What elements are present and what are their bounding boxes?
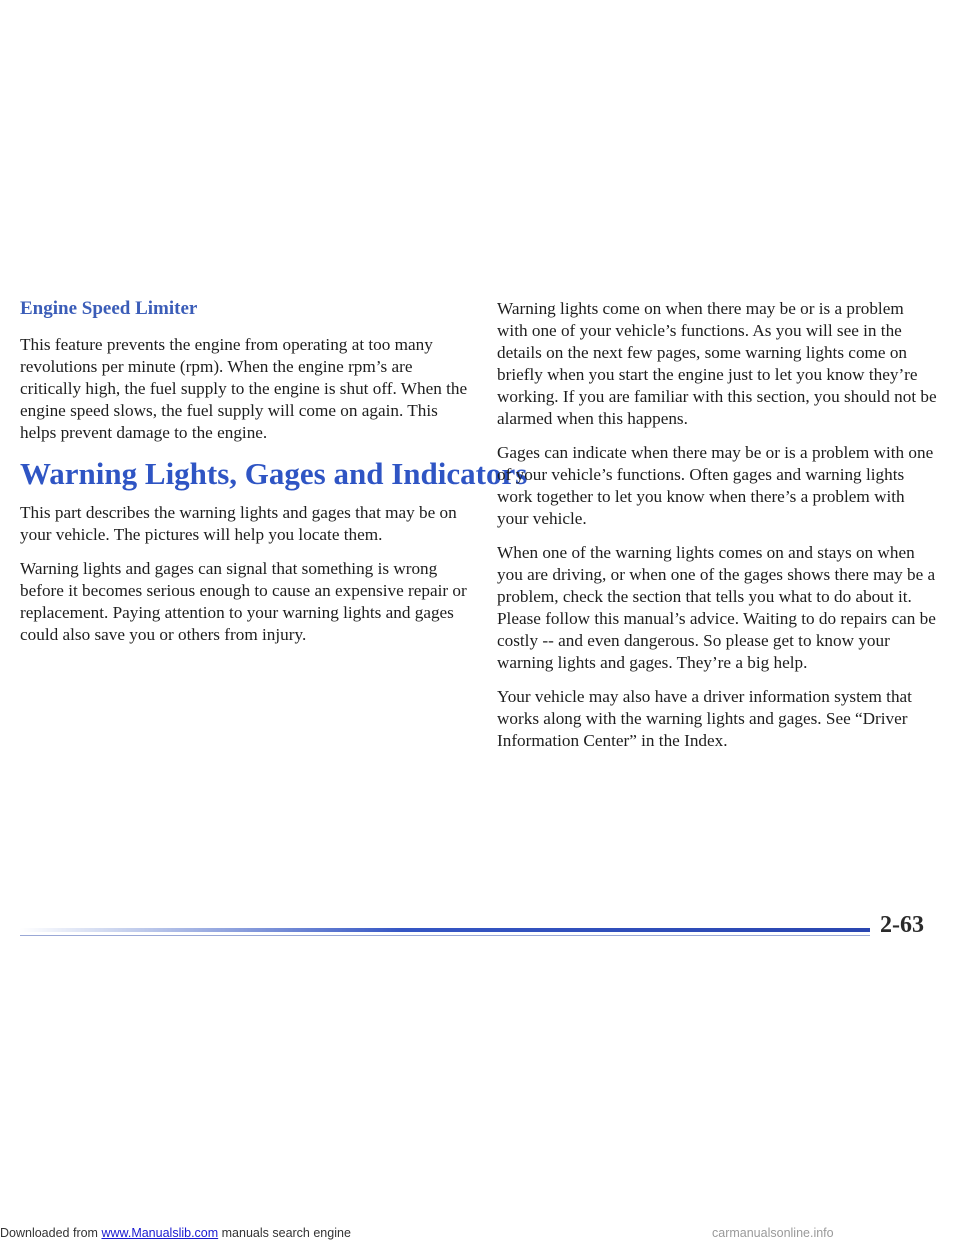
footer-prefix: Downloaded from — [0, 1226, 102, 1240]
paragraph: Warning lights come on when there may be or is a problem with one of your vehicle’s functions. As you will see in the details on the next few pages, some warning lights come on briefly when you start the engine just to let you know they’re working. If you are familiar with this section, you should not be alarmed when this happens. — [497, 299, 937, 428]
left-column — [20, 298, 528, 658]
paragraph: When one of the warning lights comes on and stays on when you are driving, or when one of the gages shows there may be a problem, check the section that tells you what to do about it. Please follow this manual’s advice. Waiting to do repairs can be costly -- and even dangerous. So please get to know your warning lights and gages. They’re a big help. — [497, 543, 936, 672]
manualslib-link[interactable]: www.Manualslib.com — [101, 1226, 219, 1240]
section-subheading: Engine Speed Limiter — [20, 298, 198, 319]
paragraph: Gages can indicate when there may be or is a problem with one of your vehicle’s functions. Often gages and warning lights work together to let you know when there’s a problem with your vehicle. — [497, 443, 934, 528]
download-footer — [0, 1226, 960, 1240]
watermark-text: carmanualsonline.info — [712, 1226, 834, 1240]
page-rule — [20, 928, 870, 932]
paragraph: Warning lights and gages can signal that something is wrong before it becomes serious enough to cause an expensive repair or replacement. Paying attention to your warning lights and gages could also save you or others from injury. — [20, 559, 467, 644]
paragraph: This part describes the warning lights and gages that may be on your vehicle. The pictures will help you locate them. — [20, 503, 457, 544]
page-rule-thin — [20, 935, 870, 936]
footer-band — [0, 1072, 960, 1242]
footer-suffix: manuals search engine — [218, 1226, 351, 1240]
section-heading: Warning Lights, Gages and Indicators — [20, 456, 528, 491]
paragraph: Your vehicle may also have a driver information system that works along with the warning lights and gages. See “Driver Information Center” in the Index. — [497, 687, 912, 750]
right-column — [497, 298, 937, 764]
page-number: 2-63 — [880, 912, 924, 938]
paragraph: This feature prevents the engine from operating at too many revolutions per minute (rpm). When the engine rpm’s are critically high, the fuel supply to the engine is shut off. When the engine speed slows, the fuel supply will come on again. This helps prevent damage to the engine. — [20, 335, 468, 442]
